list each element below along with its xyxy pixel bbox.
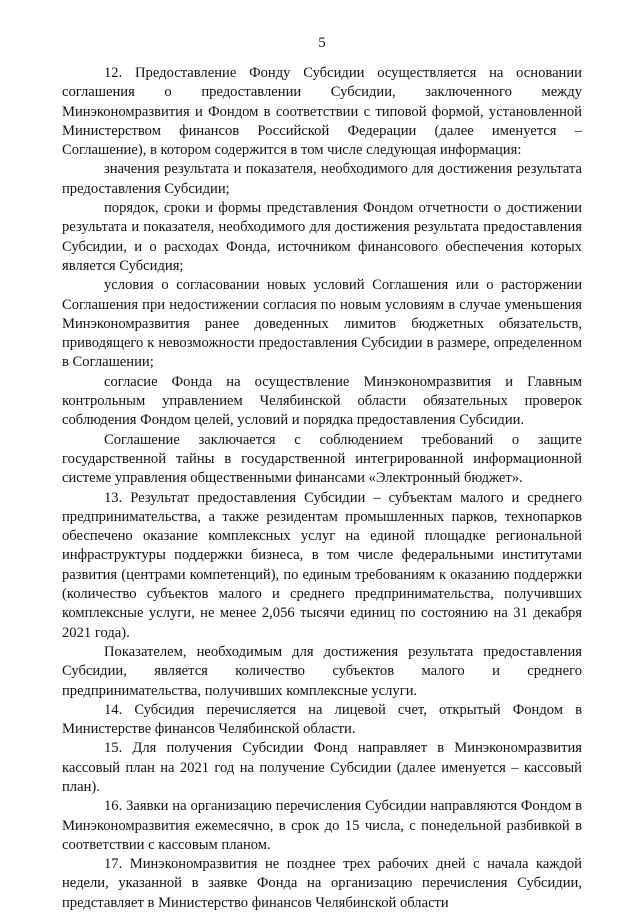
paragraph-14: 14. Субсидия перечисляется на лицевой счет, открытый Фондом в Министерстве финансов Челябинской области. (62, 701, 582, 738)
paragraph-agreement-secrecy: Соглашение заключается с соблюдением требований о защите государственной тайны в государственной интегрированной информационной системе управления общественными финансами «Электронный бюджет». (62, 431, 582, 487)
paragraph-17: 17. Минэкономразвития не позднее трех рабочих дней с начала каждой недели, указанной в заявке Фонда на организацию перечисления Субсидии, представляет в Министерство финансов Челябинской области (62, 856, 582, 911)
paragraph-16: 16. Заявки на организацию перечисления Субсидии направляются Фондом в Минэкономразвития ежемесячно, в срок до 15 числа, с понедельной разбивкой в соответствии с кассовым планом. (62, 798, 582, 853)
paragraph-12: 12. Предоставление Фонду Субсидии осуществляется на основании соглашения о предоставлении Субсидии, заключенного между Минэкономразвития и Фондом в соответствии с типовой формой, установленной Министерством финансов Российской Федерации (далее именуется – Соглашение), в котором содержится в том числе следующая информация: (62, 65, 582, 159)
paragraph-12-item-1: значения результата и показателя, необходимого для достижения результата предоставления Субсидии; (62, 161, 582, 197)
paragraph-15: 15. Для получения Субсидии Фонд направляет в Минэкономразвития кассовый план на 2021 год на получение Субсидии (далее именуется – кассовый план). (62, 740, 582, 795)
document-body (62, 64, 582, 913)
paragraph-13-indicator: Показателем, необходимым для достижения результата предоставления Субсидии, является количество субъектов малого и среднего предпринимательства, получивших комплексные услуги. (62, 643, 582, 699)
paragraph-13: 13. Результат предоставления Субсидии – субъектам малого и среднего предпринимательства, а также резидентам промышленных парков, технопарков обеспечено оказание комплексных услуг на единой площадке региональной инфраструктуры поддержки бизнеса, в том числе федеральными институтами развития (центрами компетенций), по единым требованиям к оказанию поддержки (количество субъектов малого и среднего предпринимательства, получивших комплексные услуги, не менее 2,056 тысячи единиц по состоянию на 31 декабря 2021 года). (62, 489, 582, 641)
paragraph-12-item-3: условия о согласовании новых условий Соглашения или о расторжении Соглашения при недостижении согласия по новым условиям в случае уменьшения Минэкономразвития ранее доведенных лимитов бюджетных обязательств, приводящего к невозможности предоставления Субсидии в размере, определенном в Соглашении; (62, 277, 582, 371)
page-number: 5 (318, 35, 326, 51)
paragraph-12-item-4: согласие Фонда на осуществление Минэкономразвития и Главным контрольным управлением Челябинской области обязательных проверок соблюдения Фондом целей, условий и порядка предоставления Субсидии. (62, 373, 582, 429)
paragraph-12-item-2: порядок, сроки и формы представления Фондом отчетности о достижении результата и показателя, необходимого для достижения результата предоставления Субсидии, и о расходах Фонда, источником финансового обеспечения которых является Субсидия; (62, 200, 582, 274)
